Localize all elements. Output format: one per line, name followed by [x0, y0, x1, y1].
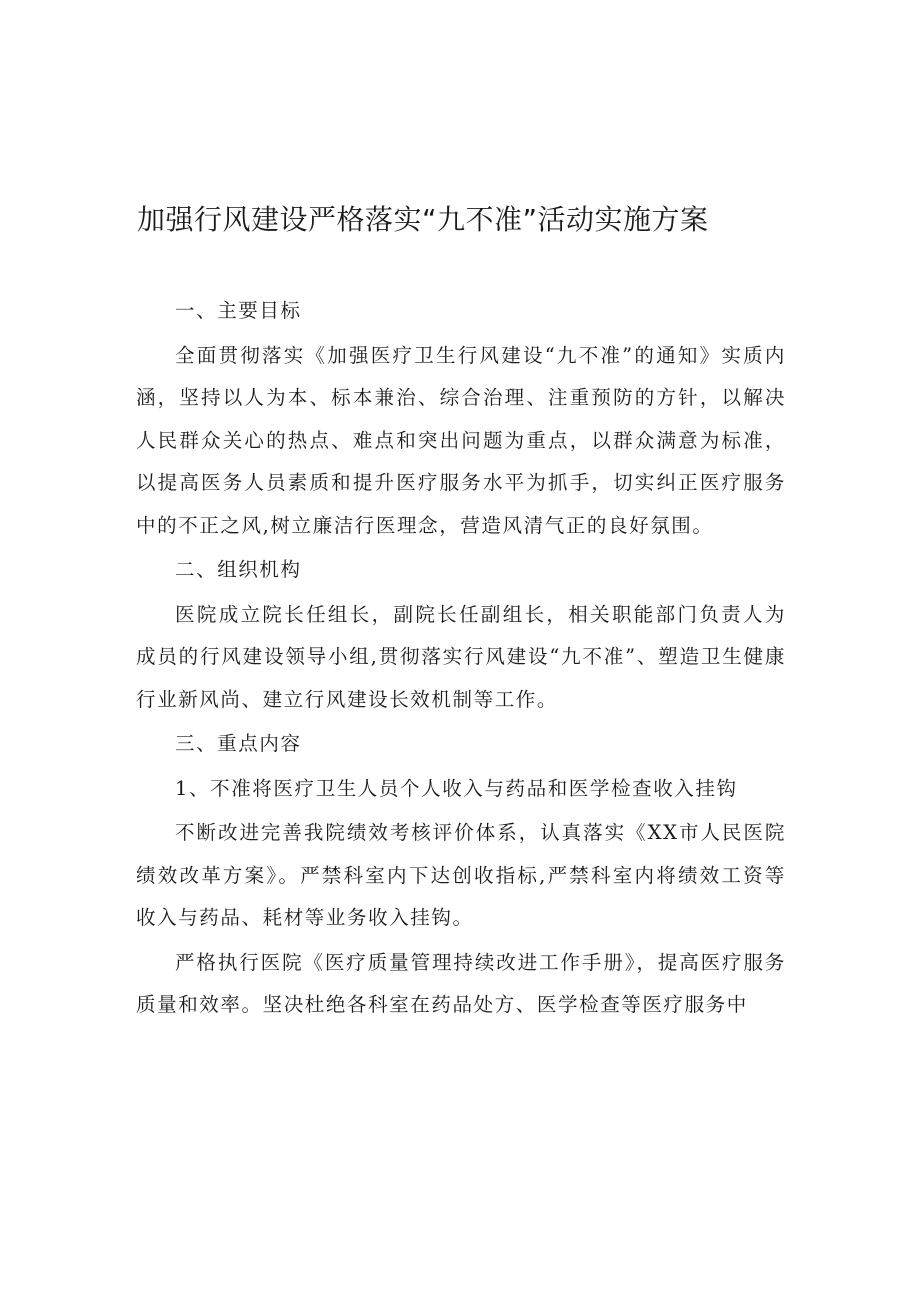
section-heading-goals: 一、主要目标: [175, 299, 302, 322]
paragraph-organization: 医院成立院长任组长，副院长任副组长，相关职能部门负责人为成员的行风建设领导小组,贯彻落实行风建设“九不准”、塑造卫生健康行业新风尚、建立行风建设长效机制等工作。: [136, 602, 786, 711]
section-heading-key-content: 三、重点内容: [175, 732, 302, 755]
document-title: 加强行风建设严格落实“九不准”活动实施方案: [137, 203, 709, 236]
document-body: [136, 290, 786, 1027]
list-item-heading-1: 1、不准将医疗卫生人员个人收入与药品和医学检查收入挂钩: [175, 776, 738, 800]
paragraph-item1-quality: 严格执行医院《医疗质量管理持续改进工作手册》，提高医疗服务质量和效率。坚决杜绝各科室在药品处方、医学检查等医疗服务中: [136, 950, 786, 1016]
paragraph-goals: 全面贯彻落实《加强医疗卫生行风建设“九不准”的通知》实质内涵，坚持以人为本、标本兼治、综合治理、注重预防的方针，以解决人民群众关心的热点、难点和突出问题为重点，以群众满意为标准，以提高医务人员素质和提升医疗服务水平为抓手，切实纠正医疗服务中的不正之风,树立廉洁行医理念，营造风清气正的良好氛围。: [136, 343, 786, 537]
section-heading-organization: 二、组织机构: [175, 558, 302, 581]
paragraph-item1-performance: 不断改进完善我院绩效考核评价体系，认真落实《XX市人民医院绩效改革方案》。严禁科室内下达创收指标,严禁科室内将绩效工资等收入与药品、耗材等业务收入挂钩。: [136, 821, 786, 929]
